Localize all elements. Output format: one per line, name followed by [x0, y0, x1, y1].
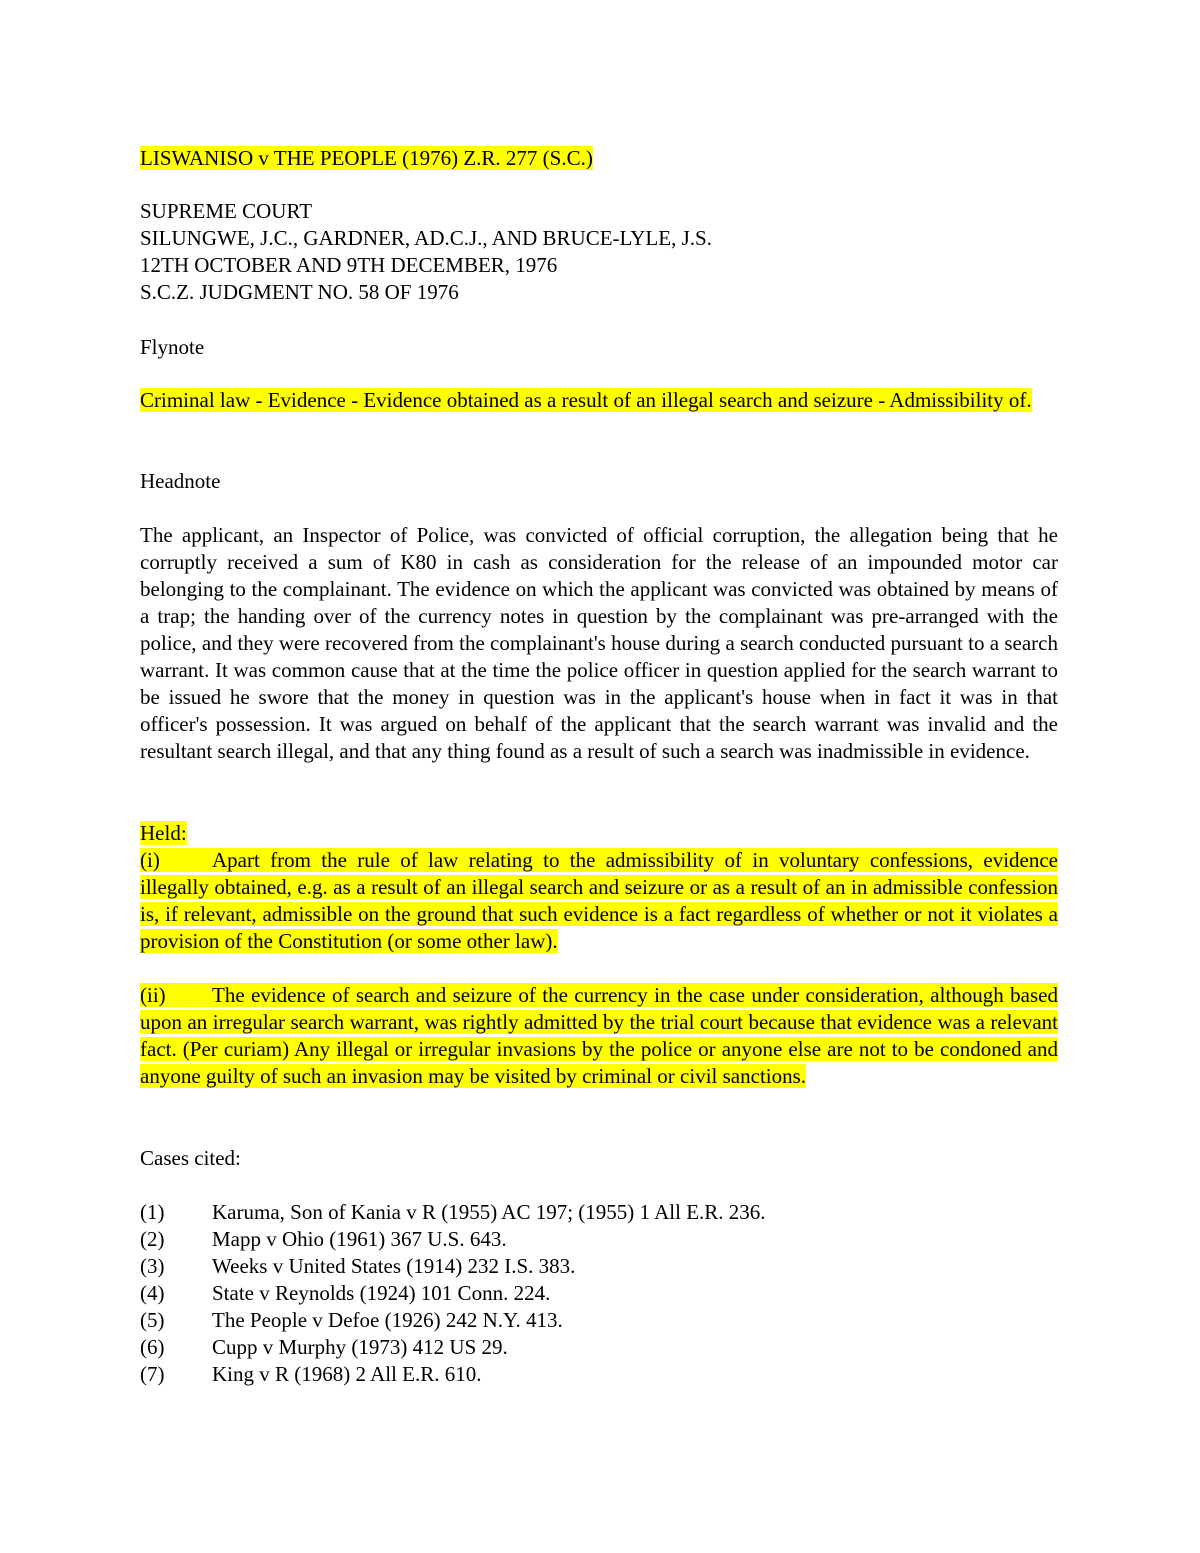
citation-text: Karuma, Son of Kania v R (1955) AC 197; (1955) 1 All E.R. 236.	[212, 1200, 766, 1224]
citation-number: (2)	[140, 1227, 165, 1251]
citation-text: Weeks v United States (1914) 232 I.S. 383.	[212, 1254, 576, 1278]
case-citation	[140, 1199, 766, 1226]
flynote-text-span: Criminal law - Evidence - Evidence obtained as a result of an illegal search and seizure - Admissibility of.	[140, 388, 1032, 412]
judgment-number: S.C.Z. JUDGMENT NO. 58 OF 1976	[140, 280, 459, 304]
citation-text: Cupp v Murphy (1973) 412 US 29.	[212, 1335, 508, 1359]
citation-number: (6)	[140, 1335, 165, 1359]
held-item-1-highlight	[140, 848, 1058, 953]
judges-line: SILUNGWE, J.C., GARDNER, AD.C.J., AND BRUCE-LYLE, J.S.	[140, 226, 712, 250]
citation-text: The People v Defoe (1926) 242 N.Y. 413.	[212, 1308, 563, 1332]
case-citation	[140, 1226, 507, 1253]
case-citation	[140, 1334, 508, 1361]
flynote-text	[140, 387, 1058, 414]
case-citation	[140, 1253, 575, 1280]
citation-text: King v R (1968) 2 All E.R. 610.	[212, 1362, 482, 1386]
citation-text: State v Reynolds (1924) 101 Conn. 224.	[212, 1281, 551, 1305]
flynote-heading: Flynote	[140, 335, 205, 359]
held-heading	[140, 820, 187, 847]
held-item-1	[140, 847, 1058, 955]
cases-cited-heading: Cases cited:	[140, 1146, 241, 1170]
held-item-1-text: Apart from the rule of law relating to the admissibility of in voluntary confessions, evidence illegally obtained, e.g. as a result of an illegal search and seizure or as a result of an in admissible confession is, if relevant, admissible on the ground that such evidence is a fact regardless of whether or not it violates a provision of the Constitution (or some other law).	[140, 848, 1058, 953]
case-title	[140, 145, 593, 172]
citation-number: (7)	[140, 1362, 165, 1386]
citation-text: Mapp v Ohio (1961) 367 U.S. 643.	[212, 1227, 507, 1251]
held-item-2	[140, 982, 1058, 1090]
held-item-2-highlight	[140, 983, 1058, 1088]
headnote-text: The applicant, an Inspector of Police, was convicted of official corruption, the allegation being that he corruptly received a sum of K80 in cash as consideration for the release of an impounded motor car belonging to the complainant. The evidence on which the applicant was convicted was obtained by means of a trap; the handing over of the currency notes in question by the complainant was pre-arranged with the police, and they were recovered from the complainant's house during a search conducted pursuant to a search warrant. It was common cause that at the time the police officer in question applied for the search warrant to be issued he swore that the money in question was in the applicant's house when in fact it was in that officer's possession. It was argued on behalf of the applicant that the search warrant was invalid and the resultant search illegal, and that any thing found as a result of such a search was inadmissible in evidence.	[140, 523, 1058, 763]
headnote-heading: Headnote	[140, 469, 221, 493]
dates-line: 12TH OCTOBER AND 9TH DECEMBER, 1976	[140, 253, 558, 277]
citation-number: (5)	[140, 1308, 165, 1332]
held-heading-text: Held:	[140, 821, 187, 845]
held-item-2-text: The evidence of search and seizure of the currency in the case under consideration, although based upon an irregular search warrant, was rightly admitted by the trial court because that evidence was a relevant fact. (Per curiam) Any illegal or irregular invasions by the police or anyone else are not to be condoned and anyone guilty of such an invasion may be visited by criminal or civil sanctions.	[140, 983, 1058, 1088]
citation-number: (1)	[140, 1200, 165, 1224]
held-item-2-label: (ii)	[140, 983, 166, 1007]
case-title-text: LISWANISO v THE PEOPLE (1976) Z.R. 277 (S.C.)	[140, 146, 593, 170]
court-name: SUPREME COURT	[140, 199, 313, 223]
citation-number: (4)	[140, 1281, 165, 1305]
citation-number: (3)	[140, 1254, 165, 1278]
held-item-1-label: (i)	[140, 848, 160, 872]
case-citation	[140, 1307, 563, 1334]
case-citation	[140, 1280, 550, 1307]
case-citation	[140, 1361, 482, 1388]
